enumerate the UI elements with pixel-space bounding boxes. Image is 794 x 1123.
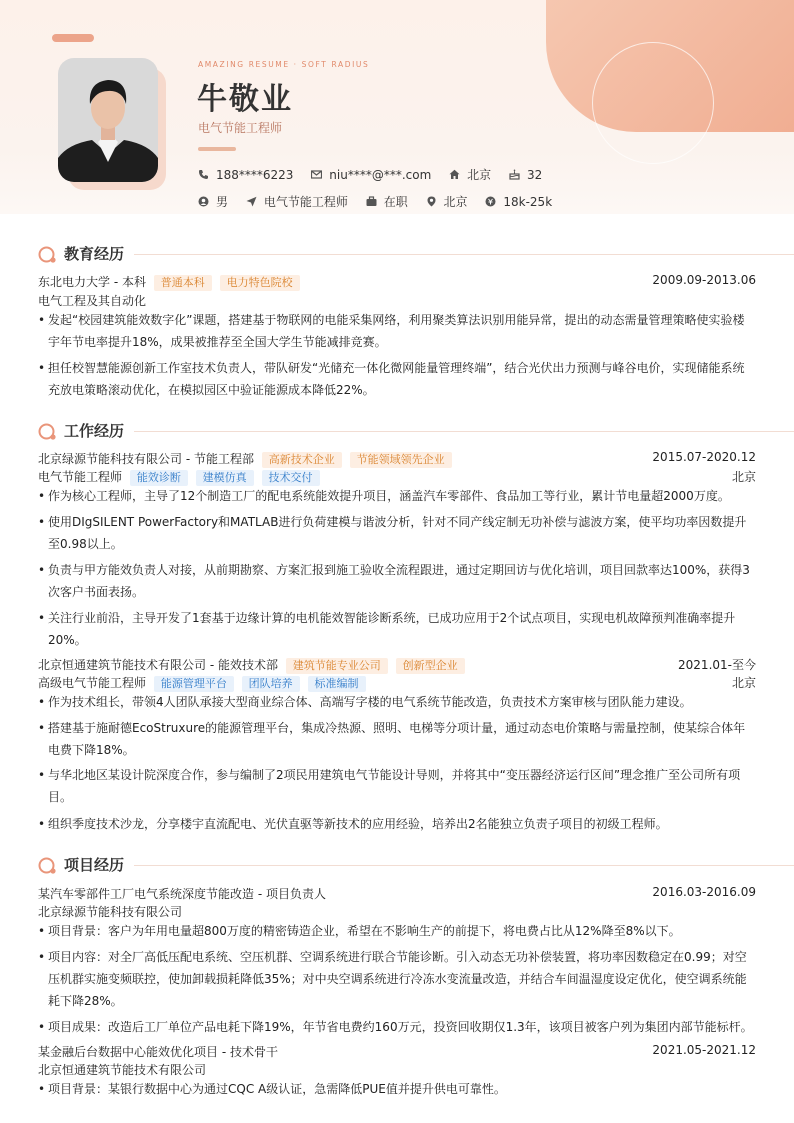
salary-item: 18k-25k xyxy=(485,195,552,209)
job-date: 2021.01-至今 xyxy=(678,658,756,672)
list-item: • 作为核心工程师，主导了12个制造工厂的配电系统能效提升项目，涵盖汽车零部件、食品加工等行业，累计节电量超2000万度。 xyxy=(38,489,730,503)
list-item: • 与华北地区某设计院深度合作，参与编制了2项民用建筑电气节能设计导则，并将其中“变压器经济运行区间”理念推广至公司所有项目。 xyxy=(38,768,741,804)
section-icon xyxy=(38,856,58,876)
job-date: 2015.07-2020.12 xyxy=(652,450,756,464)
city-item: 北京 xyxy=(449,166,491,183)
list-item: • 负责与甲方能效负责人对接，从前期勘察、方案汇报到施工验收全流程跟进，通过定期回访与优化培训，项目回款率达100%，获得3次客户书面表扬。 xyxy=(38,563,750,599)
job-header xyxy=(38,450,756,468)
company-tag: 建筑节能专业公司 xyxy=(286,658,388,674)
list-item: • 搭建基于施耐德EcoStruxure的能源管理平台，集成冷热源、照明、电梯等分项计量，通过动态电价策略与需量控制，使某综合体年电费下降18%。 xyxy=(38,721,746,757)
skill-tag: 技术交付 xyxy=(262,470,320,486)
section-divider xyxy=(134,254,794,255)
section-divider xyxy=(134,431,794,432)
title-underline xyxy=(198,147,236,151)
list-item: • 项目背景：某银行数据中心为通过CQC A级认证，急需降低PUE值并提升供电可靠性。 xyxy=(38,1082,506,1096)
school-tag: 普通本科 xyxy=(154,275,212,291)
skill-tag: 能源管理平台 xyxy=(154,676,234,692)
job-position-row xyxy=(38,468,756,486)
list-item: • 项目成果：改造后工厂单位产品电耗下降19%，年节省电费约160万元，投资回收期仅1.3年，该项目被客户列为集团内部节能标杆。 xyxy=(38,1020,753,1034)
project-org: 北京绿源节能科技有限公司 xyxy=(38,905,183,919)
project-org: 北京恒通建筑节能技术有限公司 xyxy=(38,1063,207,1077)
briefcase-icon xyxy=(366,196,377,207)
position-name: 电气节能工程师 xyxy=(38,470,123,484)
list-item: • 项目背景：客户为年用电量超800万度的精密铸造企业，希望在不影响生产的前提下，将电费占比从12%降至8%以下。 xyxy=(38,924,681,938)
job-position-row xyxy=(38,674,756,692)
gender-icon xyxy=(198,196,209,207)
section-icon xyxy=(38,422,58,442)
list-item: • 关注行业前沿，主导开发了1套基于边缘计算的电机能效智能诊断系统，已成功应用于2个试点项目，实现电机故障预判准确率提升20%。 xyxy=(38,611,736,647)
home-icon xyxy=(449,169,460,180)
location-icon xyxy=(426,196,437,207)
project-name: 某汽车零部件工厂电气系统深度节能改造 - 项目负责人 xyxy=(38,887,326,901)
contact-row xyxy=(198,166,556,183)
profile-row xyxy=(198,193,566,210)
job-city: 北京 xyxy=(731,676,756,690)
age-item: 32 xyxy=(509,168,542,182)
list-item: • 使用DIgSILENT PowerFactory和MATLAB进行负荷建模与谐波分析，针对不同产线定制无功补偿与滤波方案，使平均功率因数提升至0.98以上。 xyxy=(38,515,747,551)
project-header xyxy=(38,1043,756,1060)
project-date: 2016.03-2016.09 xyxy=(652,885,756,899)
company-tag: 节能领域领先企业 xyxy=(350,452,452,468)
send-icon xyxy=(246,196,257,207)
company-name: 北京绿源节能科技有限公司 - 节能工程部 xyxy=(38,452,254,466)
avatar xyxy=(58,58,158,182)
job-header xyxy=(38,656,756,674)
email-item: niu****@***.com xyxy=(311,168,431,182)
major: 电气工程及其自动化 xyxy=(38,294,147,308)
decorative-bar xyxy=(52,34,94,42)
skill-tag: 团队培养 xyxy=(242,676,300,692)
resume-tagline: AMAZING RESUME · SOFT RADIUS xyxy=(198,60,370,69)
project-header xyxy=(38,885,756,902)
job-title: 电气节能工程师 xyxy=(198,121,283,135)
list-item: • 组织季度技术沙龙，分享楼宇直流配电、光伏直驱等新技术的应用经验，培养出2名能独立负责子项目的初级工程师。 xyxy=(38,817,668,831)
skill-tag: 能效诊断 xyxy=(130,470,188,486)
school-name: 东北电力大学 - 本科 xyxy=(38,275,146,289)
list-item: • 作为技术组长，带领4人团队承接大型商业综合体、高端写字楼的电气系统节能改造，负责技术方案审核与团队能力建设。 xyxy=(38,695,692,709)
list-item: • 担任校智慧能源创新工作室技术负责人，带队研发“光储充一体化微网能量管理终端”，结合光伏出力预测与峰谷电价，实现储能系统充放电策略滚动优化，在模拟园区中验证能源成本降低22%。 xyxy=(38,361,745,397)
skill-tag: 建模仿真 xyxy=(196,470,254,486)
list-item: • 发起“校园建筑能效数字化”课题，搭建基于物联网的电能采集网络，利用聚类算法识别用能异常，提出的动态需量管理策略使实验楼宇年节电率提升18%，成果被推荐至全国大学生节能减排竞赛。 xyxy=(38,313,745,349)
education-date: 2009.09-2013.06 xyxy=(652,273,756,287)
school-tag: 电力特色院校 xyxy=(220,275,300,291)
phone-icon xyxy=(198,169,209,180)
cake-icon xyxy=(509,169,520,180)
project-name: 某金融后台数据中心能效优化项目 - 技术骨干 xyxy=(38,1045,278,1059)
decorative-ring xyxy=(592,42,714,164)
status-item: 在职 xyxy=(366,193,408,210)
section-divider xyxy=(134,865,794,866)
education-header xyxy=(38,273,756,291)
section-icon xyxy=(38,245,58,265)
target-position-item: 电气节能工程师 xyxy=(246,193,348,210)
gender-item: 男 xyxy=(198,193,228,210)
company-tag: 创新型企业 xyxy=(396,658,465,674)
location-item: 北京 xyxy=(426,193,468,210)
mail-icon xyxy=(311,169,322,180)
list-item: • 项目内容：对全厂高低压配电系统、空压机群、空调系统进行联合节能诊断。引入动态无功补偿装置，将功率因数稳定在0.99；对空压机群实施变频联控，使加卸载损耗降低35%；对中央空调系统进行冷冻水变流量改造，并结合车间温湿度设定优化，使空调系统能耗下降28%。 xyxy=(38,950,747,1008)
company-name: 北京恒通建筑节能技术有限公司 - 能效技术部 xyxy=(38,658,278,672)
skill-tag: 标准编制 xyxy=(308,676,366,692)
company-tag: 高新技术企业 xyxy=(262,452,342,468)
job-city: 北京 xyxy=(731,470,756,484)
phone-item: 188****6223 xyxy=(198,168,293,182)
project-date: 2021.05-2021.12 xyxy=(652,1043,756,1057)
position-name: 高级电气节能工程师 xyxy=(38,676,147,690)
money-icon xyxy=(485,196,496,207)
candidate-name: 牛敬业 xyxy=(197,82,293,117)
